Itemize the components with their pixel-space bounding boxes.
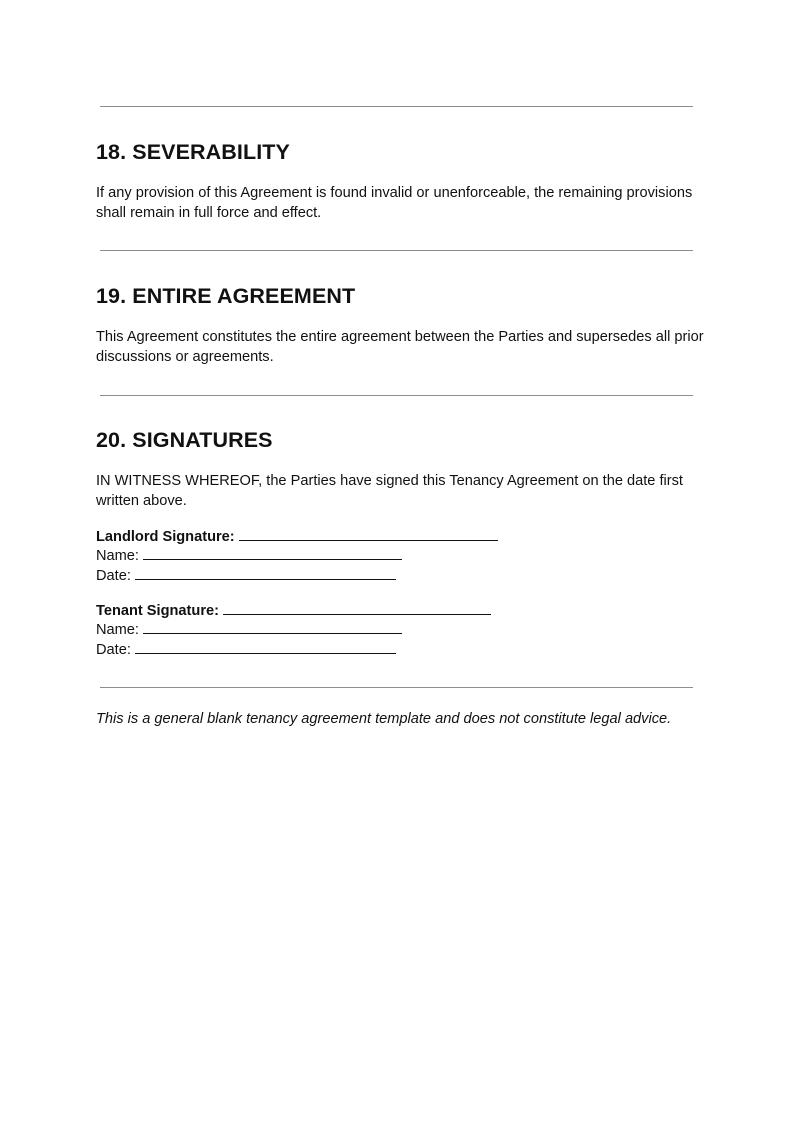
tenant-name-field[interactable] — [143, 620, 402, 634]
section-divider — [100, 106, 693, 107]
landlord-signature-field[interactable] — [239, 527, 498, 541]
section-heading-signatures: 20. SIGNATURES — [96, 428, 273, 452]
landlord-signature-label: Landlord Signature: — [96, 529, 235, 545]
section-divider — [100, 687, 693, 688]
tenant-date-label: Date: — [96, 642, 131, 658]
tenant-signature-row — [96, 601, 491, 622]
landlord-name-field[interactable] — [143, 546, 402, 560]
tenant-name-row — [96, 620, 402, 641]
section-heading-severability: 18. SEVERABILITY — [96, 140, 290, 164]
section-heading-entire-agreement: 19. ENTIRE AGREEMENT — [96, 284, 356, 308]
landlord-date-row — [96, 566, 396, 587]
landlord-name-label: Name: — [96, 548, 139, 564]
tenant-signature-label: Tenant Signature: — [96, 603, 219, 619]
section-body-signatures: IN WITNESS WHEREOF, the Parties have signed this Tenancy Agreement on the date first written above. — [96, 473, 683, 509]
tenant-date-field[interactable] — [135, 640, 396, 654]
section-body-severability: If any provision of this Agreement is found invalid or unenforceable, the remaining provisions shall remain in full force and effect. — [96, 185, 693, 221]
section-divider — [100, 250, 693, 251]
tenant-date-row — [96, 640, 396, 661]
section-divider — [100, 395, 693, 396]
legal-disclaimer: This is a general blank tenancy agreement template and does not constitute legal advice. — [96, 711, 672, 727]
tenant-signature-field[interactable] — [223, 601, 491, 615]
section-body-entire-agreement: This Agreement constitutes the entire agreement between the Parties and supersedes all prior discussions or agreements. — [96, 329, 704, 365]
landlord-signature-row — [96, 527, 498, 548]
landlord-date-label: Date: — [96, 568, 131, 584]
landlord-date-field[interactable] — [135, 566, 396, 580]
landlord-name-row — [96, 546, 402, 567]
tenant-name-label: Name: — [96, 622, 139, 638]
